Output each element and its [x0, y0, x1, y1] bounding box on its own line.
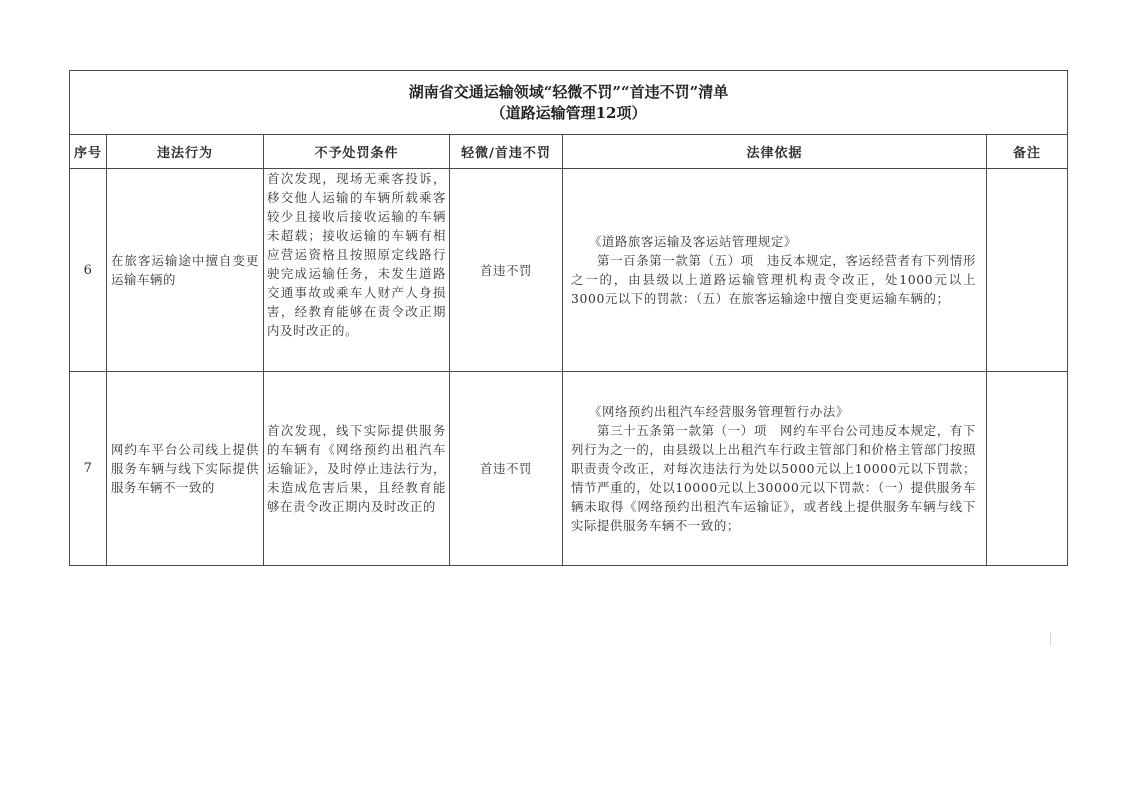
row-legal-basis	[563, 372, 987, 566]
table-row	[70, 169, 1068, 372]
row-type: 首违不罚	[450, 169, 563, 372]
row-condition: 首次发现，现场无乘客投诉，移交他人运输的车辆所载乘客较少且接收后接收运输的车辆未超载；接收运输的车辆有相应营运资格且按照原定线路行驶完成运输任务，未发生道路交通事故或乘车人财产人身损害，经教育能够在责令改正期内及时改正的。	[264, 169, 450, 372]
table-title	[70, 71, 1068, 135]
scan-mark	[1050, 632, 1051, 646]
title-line-2: （道路运输管理12项）	[490, 103, 647, 122]
row-condition: 首次发现，线下实际提供服务的车辆有《网络预约出租汽车运输证》，及时停止违法行为，未造成危害后果，且经教育能够在责令改正期内及时改正的	[264, 372, 450, 566]
header-remarks: 备注	[987, 135, 1068, 169]
row-legal-basis	[563, 169, 987, 372]
table-row	[70, 372, 1068, 566]
row-type: 首违不罚	[450, 372, 563, 566]
row-remarks	[987, 372, 1068, 566]
header-type: 轻微/首违不罚	[450, 135, 563, 169]
table-title-row	[70, 71, 1068, 135]
header-legal-basis: 法律依据	[563, 135, 987, 169]
row-remarks	[987, 169, 1068, 372]
row-violation: 网约车平台公司线上提供服务车辆与线下实际提供服务车辆不一致的	[107, 372, 264, 566]
row-violation: 在旅客运输途中擅自变更运输车辆的	[107, 169, 264, 372]
row-seq: 6	[70, 169, 107, 372]
header-condition: 不予处罚条件	[264, 135, 450, 169]
penalty-exemption-table	[69, 70, 1068, 566]
law-body: 第一百条第一款第（五）项 违反本规定，客运经营者有下列情形之一的，由县级以上道路运输管理机构责令改正，处1000元以上3000元以下的罚款：（五）在旅客运输途中擅自变更运输车辆的；	[571, 253, 976, 306]
law-title: 《道路旅客运输及客运站管理规定》	[589, 234, 797, 249]
title-line-1: 湖南省交通运输领域“轻微不罚”“首违不罚”清单	[408, 82, 729, 101]
header-violation: 违法行为	[107, 135, 264, 169]
header-seq: 序号	[70, 135, 107, 169]
table-header-row	[70, 135, 1068, 169]
law-body: 第三十五条第一款第（一）项 网约车平台公司违反本规定，有下列行为之一的，由县级以上出租汽车行政主管部门和价格主管部门按照职责责令改正，对每次违法行为处以5000元以上10000元以下罚款；情节严重的，处以10000元以上30000元以下罚款：（一）提供服务车辆未取得《网络预约出租汽车运输证》，或者线上提供服务车辆与线下实际提供服务车辆不一致的；	[571, 423, 976, 533]
row-seq: 7	[70, 372, 107, 566]
law-title: 《网络预约出租汽车经营服务管理暂行办法》	[589, 404, 849, 419]
